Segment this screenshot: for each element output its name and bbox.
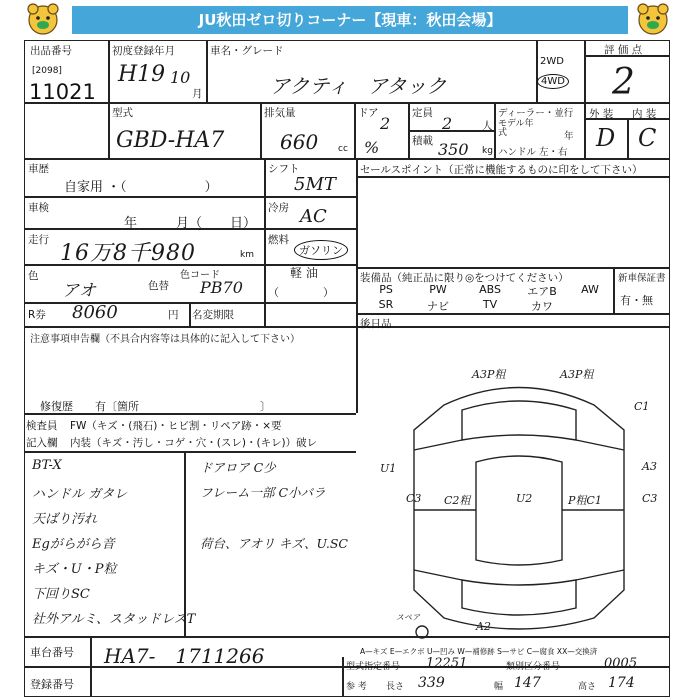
- model-year-label: モデル年式: [498, 119, 534, 138]
- paint-label: 色替: [148, 280, 169, 292]
- inspection-d: 日）: [230, 216, 257, 231]
- ext-grade: D: [596, 124, 616, 152]
- inspector-row2: 内装（キズ・汚し・コゲ・穴・(スレ)・(キレ)）破レ: [70, 437, 318, 449]
- height-value: 174: [608, 675, 635, 691]
- fuel-diesel: 軽 油: [290, 266, 318, 280]
- header: [0, 0, 700, 40]
- fuel-gas: ガソリン: [294, 240, 348, 260]
- equipment-item: PS: [379, 283, 393, 296]
- equipment-item: PW: [429, 283, 447, 296]
- type-cert-label: 型式指定番号: [346, 662, 401, 672]
- length-label: 長さ: [386, 682, 405, 692]
- recycle-label: R券: [28, 309, 46, 321]
- inspector-label1: 検査員: [26, 420, 58, 432]
- mileage-label: 走行: [28, 234, 49, 246]
- drive-4wd: 4WD: [537, 74, 569, 89]
- chassis-value: HA7- 1711266: [104, 644, 265, 668]
- damage-mark: A2: [476, 620, 491, 633]
- damage-mark: C2粗: [444, 494, 471, 507]
- displacement-unit: cc: [338, 144, 348, 154]
- capacity-value: 2: [442, 114, 453, 133]
- int-label: 内 装: [632, 108, 657, 120]
- bear-mascot-icon: [26, 2, 60, 36]
- equipment-item: SR: [378, 298, 394, 311]
- load-label: 積載: [412, 135, 433, 147]
- warranty-label: 新車保証書: [618, 273, 666, 284]
- class-label: 類別区分番号: [506, 662, 561, 672]
- post-day-label: 後日品: [360, 318, 392, 330]
- remark-item: 荷台、アオリ キズ、U.SC: [200, 536, 348, 551]
- history-value: 自家用 ・（ ）: [64, 180, 218, 195]
- width-label: 幅: [494, 682, 504, 692]
- door-value: 2: [380, 114, 391, 133]
- length-value: 339: [418, 675, 445, 691]
- sales-point-label: セールスポイント（正常に機能するものに印をして下さい）: [360, 164, 643, 176]
- inspection-m: 月（: [176, 216, 203, 231]
- fuel-paren: （ ）: [268, 286, 334, 299]
- recycle-value: 8060: [72, 302, 118, 323]
- lot-code: [2098]: [32, 66, 62, 76]
- capacity-label: 定員: [412, 107, 433, 119]
- color-value: アオ: [62, 281, 96, 301]
- header-title: JU秋田ゼロ切りコーナー【現車：秋田会場】: [72, 6, 628, 34]
- door-label: ドア: [358, 107, 379, 119]
- damage-mark: C3: [406, 492, 422, 505]
- rating-label: 評 価 点: [604, 44, 643, 56]
- load-unit: kg: [482, 146, 493, 156]
- car-damage-diagram: [384, 370, 654, 640]
- legend: A—キズ E—エクボ U—凹み W—補修跡 S—サビ C—腐食 XX—交換済: [360, 647, 598, 656]
- color-code-label: 色コード: [180, 270, 220, 281]
- equipment-item: TV: [482, 298, 498, 311]
- damage-mark: A3: [642, 460, 657, 473]
- damage-mark: U2: [516, 492, 533, 505]
- ac-label: 冷房: [268, 202, 289, 214]
- model-value: GBD-HA7: [116, 128, 225, 153]
- warranty-value: 有・無: [620, 294, 653, 307]
- first-reg-year: H19: [118, 62, 166, 87]
- first-reg-month-unit: 月: [192, 88, 203, 100]
- color-code: PB70: [200, 278, 243, 297]
- equipment-item: AW: [581, 283, 599, 296]
- mileage-value: 16万8千980: [60, 241, 196, 266]
- car-name-value: アクティ アタック: [270, 74, 447, 98]
- damage-mark: P粗C1: [568, 494, 602, 507]
- remark-item: ハンドル ガタレ: [32, 487, 128, 502]
- notes-label: 注意事項申告欄（不具合内容等は具体的に記入して下さい）: [30, 334, 300, 345]
- recycle-unit: 円: [168, 309, 179, 321]
- damage-mark: A3P粗: [472, 368, 506, 381]
- damage-mark: C1: [634, 400, 650, 413]
- registration-label: 登録番号: [30, 678, 74, 691]
- ac-value: AC: [300, 206, 327, 227]
- class-value: 0005: [604, 656, 638, 671]
- chassis-label: 車台番号: [30, 646, 74, 659]
- width-value: 147: [514, 675, 541, 691]
- remark-item: Egがらがら音: [32, 537, 115, 552]
- dealer-label: ディーラー・並行: [498, 108, 574, 119]
- inspection-label: 車検: [28, 202, 49, 214]
- model-label: 型式: [112, 107, 133, 119]
- color-label: 色: [28, 270, 39, 282]
- remark-item: 天ばり汚れ: [32, 512, 98, 527]
- load-value: 350: [438, 140, 469, 159]
- damage-mark: A3P粗: [560, 368, 594, 381]
- load-prefix: %: [364, 138, 380, 157]
- mileage-unit: km: [240, 250, 254, 260]
- lot-label: 出品番号: [30, 45, 72, 57]
- equipment-item: エアB: [527, 285, 557, 298]
- height-label: 高さ: [578, 682, 597, 692]
- inspector-row1: FW（キズ・(飛石)・ヒビ割・リペア跡・×要: [70, 420, 282, 432]
- displacement-value: 660: [280, 130, 319, 154]
- shift-value: 5MT: [294, 174, 336, 195]
- remark-item: キズ・U・P粒: [32, 562, 117, 577]
- model-year-unit: 年: [564, 131, 574, 142]
- inspector-label2: 記入欄: [26, 437, 58, 449]
- damage-mark: C3: [642, 492, 658, 505]
- capacity-unit: 人: [482, 120, 493, 132]
- first-reg-month: 10: [170, 68, 191, 87]
- shift-label: シフト: [268, 163, 300, 175]
- equipment-item: ABS: [479, 283, 501, 296]
- dims-ref: 参 考: [346, 682, 367, 692]
- damage-mark: スペア: [396, 613, 420, 622]
- displacement-label: 排気量: [264, 107, 296, 119]
- remark-item: 下回りSC: [32, 587, 90, 602]
- remark-item: フレーム一部 C小バラ: [200, 485, 326, 500]
- type-cert-value: 12251: [426, 656, 468, 671]
- history-label: 車歴: [28, 163, 49, 175]
- equipment-label: 装備品（純正品に限り◎をつけてください）: [360, 272, 569, 284]
- rating-value: 2: [612, 62, 635, 103]
- int-grade: C: [638, 124, 657, 152]
- damage-mark: U1: [380, 462, 397, 475]
- lot-number: 11021: [29, 80, 96, 104]
- equipment-item: ナビ: [427, 300, 449, 313]
- repair-history: 修復歴 有〔箇所 〕: [40, 400, 271, 413]
- car-name-label: 車名・グレード: [210, 45, 284, 57]
- bear-mascot-icon: [636, 2, 670, 36]
- remark-item: ドアロア C少: [200, 460, 276, 475]
- handle-label: ハンドル 左・右: [498, 147, 568, 158]
- equipment-item: カワ: [531, 300, 553, 313]
- name-change-label: 名変期限: [192, 309, 234, 321]
- first-reg-label: 初度登録年月: [112, 45, 175, 57]
- remark-item: BT-X: [32, 458, 62, 473]
- auction-sheet: [24, 40, 670, 697]
- remark-item: 社外アルミ、スタッドレスT: [32, 612, 196, 627]
- drive-2wd: 2WD: [540, 56, 564, 67]
- inspection-y: 年: [124, 216, 138, 231]
- ext-label: 外 装: [589, 108, 614, 120]
- fuel-label: 燃料: [268, 234, 289, 246]
